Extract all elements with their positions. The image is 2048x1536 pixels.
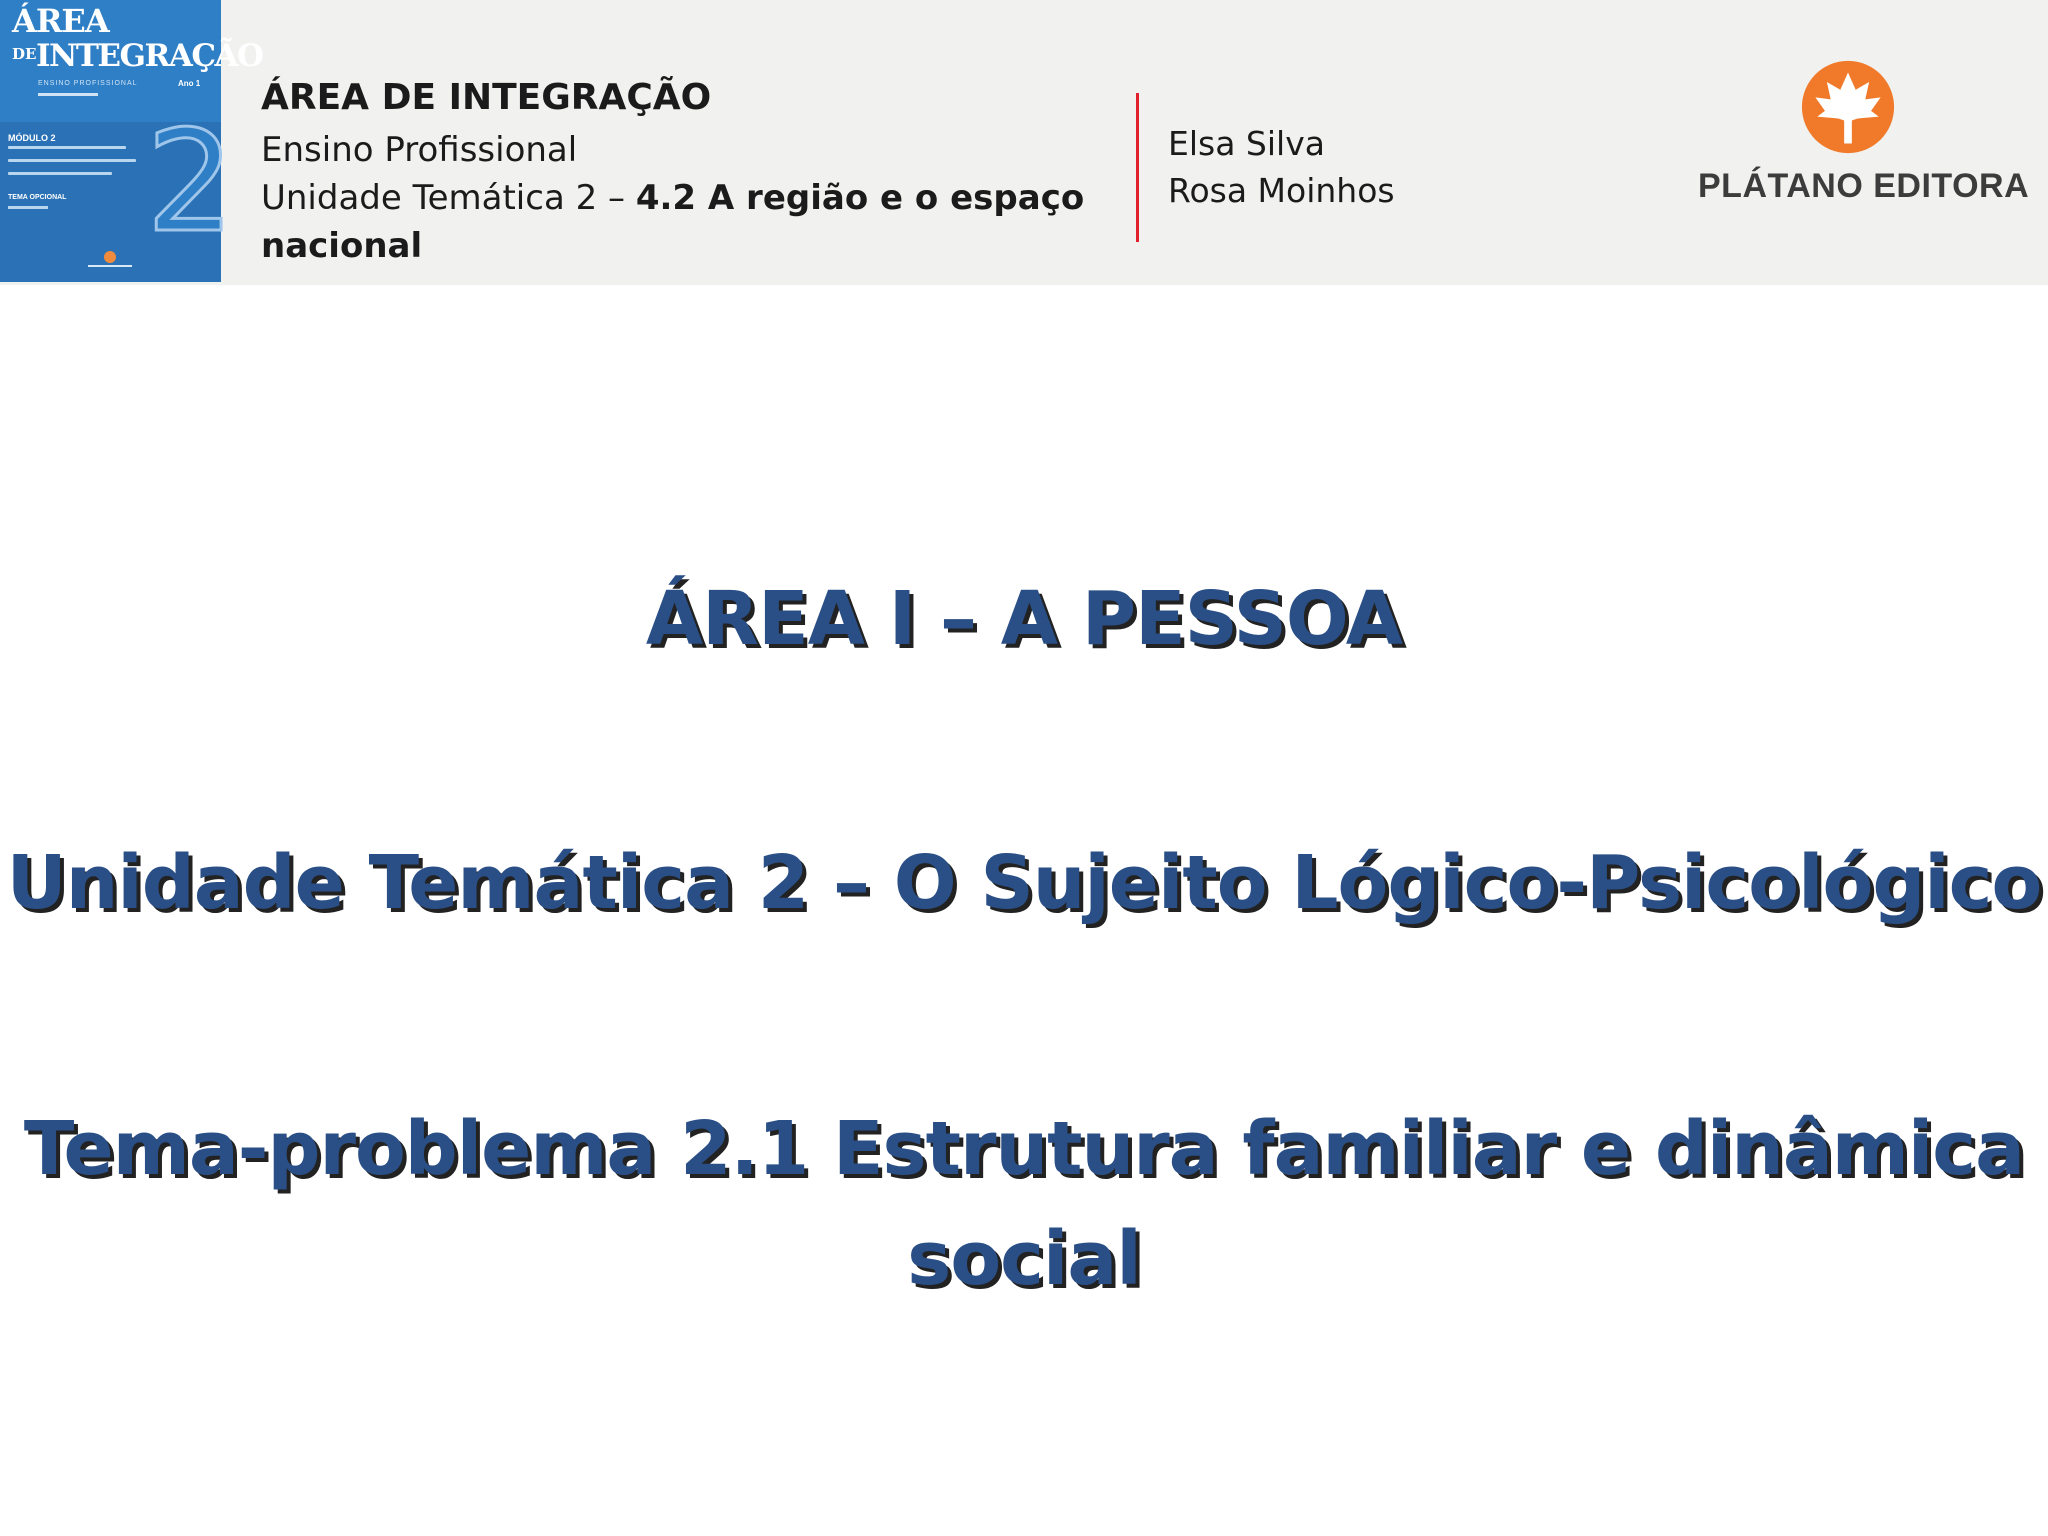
cover-title-de: DE xyxy=(12,45,37,63)
area-title: ÁREA I – A PESSOA xyxy=(645,576,1403,662)
cover-module: MÓDULO 2 xyxy=(8,133,56,143)
cover-year: Ano 1 xyxy=(178,79,201,88)
unit-reference xyxy=(261,175,1084,221)
cover-bullet xyxy=(8,146,126,149)
course-title: ÁREA DE INTEGRAÇÃO xyxy=(261,77,712,118)
unit-title: Unidade Temática 2 – O Sujeito Lógico-Psicológico xyxy=(6,840,2042,926)
cover-bullet-list xyxy=(8,146,128,185)
unit-reference-prefix: Unidade Temática 2 – xyxy=(261,178,636,218)
cover-rule xyxy=(38,93,98,96)
cover-title-line2: INTEGRAÇÃO xyxy=(36,38,263,74)
author-name: Elsa Silva xyxy=(1168,124,1325,163)
theme-title-line1: Tema-problema 2.1 Estrutura familiar e dinâmica xyxy=(23,1106,2025,1192)
cover-publisher-mark xyxy=(88,265,132,267)
header-band xyxy=(0,0,2048,285)
book-cover-image xyxy=(0,0,263,282)
unit-reference-topic: 4.2 A região e o espaço xyxy=(635,178,1085,218)
cover-publisher-logo-icon xyxy=(104,251,116,263)
author-name: Rosa Moinhos xyxy=(1168,171,1395,210)
cover-module-number: 2 xyxy=(146,101,236,264)
unit-reference-continuation: nacional xyxy=(261,226,423,266)
cover-tema: TEMA OPCIONAL xyxy=(8,194,67,201)
cover-bullet xyxy=(8,159,136,162)
course-subtitle: Ensino Profissional xyxy=(261,130,578,170)
theme-title-line2: social xyxy=(907,1216,1141,1302)
cover-tema-bar xyxy=(8,206,48,209)
publisher-name: PLÁTANO EDITORA xyxy=(1698,167,2030,205)
cover-title-line1: ÁREA xyxy=(12,2,109,40)
cover-bullet xyxy=(8,172,112,175)
header-divider xyxy=(1136,93,1139,242)
cover-subtitle: ENSINO PROFISSIONAL xyxy=(38,80,138,87)
maple-leaf-icon xyxy=(1800,59,1896,155)
